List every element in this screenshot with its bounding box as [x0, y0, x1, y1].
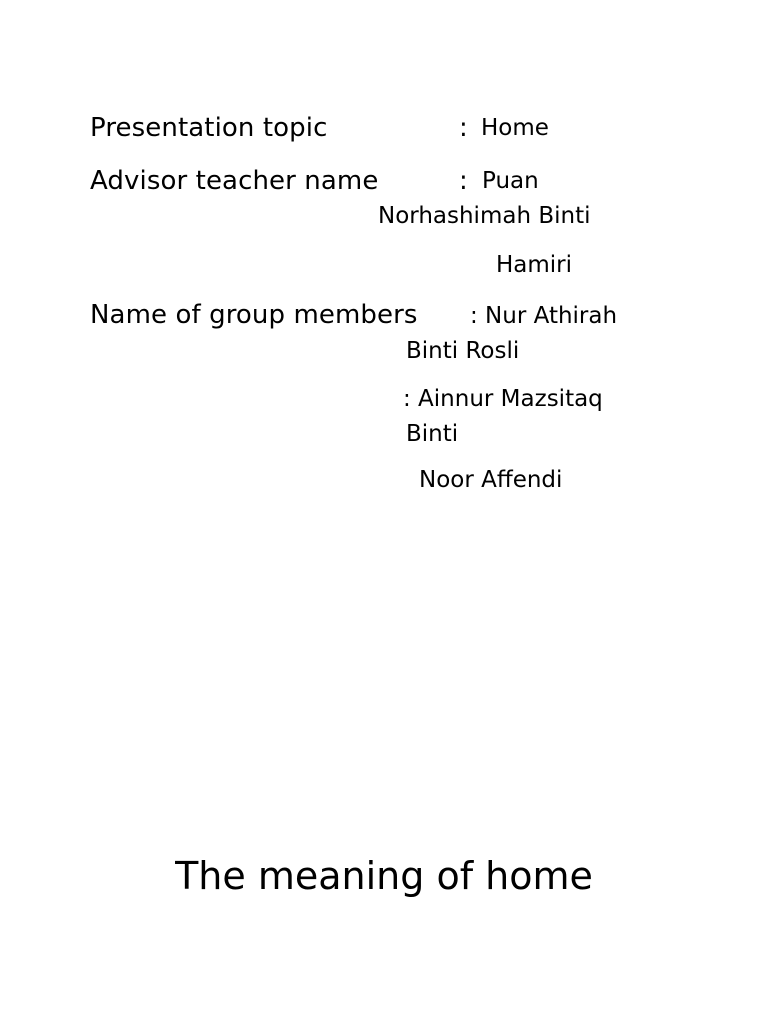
member1-line2: Binti Rosli: [406, 338, 520, 364]
member2-line2: Binti: [406, 421, 459, 447]
advisor-label: Advisor teacher name: [90, 166, 379, 196]
page-heading: The meaning of home: [175, 854, 593, 898]
presentation-topic-label: Presentation topic: [90, 113, 328, 143]
presentation-topic-value: Home: [481, 115, 549, 141]
advisor-name-line2: Norhashimah Binti: [378, 203, 591, 229]
member1-line1: : Nur Athirah: [470, 303, 618, 329]
presentation-topic-colon: :: [459, 113, 468, 143]
member2-line3: Noor Affendi: [419, 467, 563, 493]
member2-line1: : Ainnur Mazsitaq: [403, 386, 603, 412]
advisor-colon: :: [459, 166, 468, 196]
advisor-name-line3: Hamiri: [496, 252, 573, 278]
advisor-name-line1: Puan: [482, 168, 539, 194]
group-members-label: Name of group members: [90, 300, 418, 330]
